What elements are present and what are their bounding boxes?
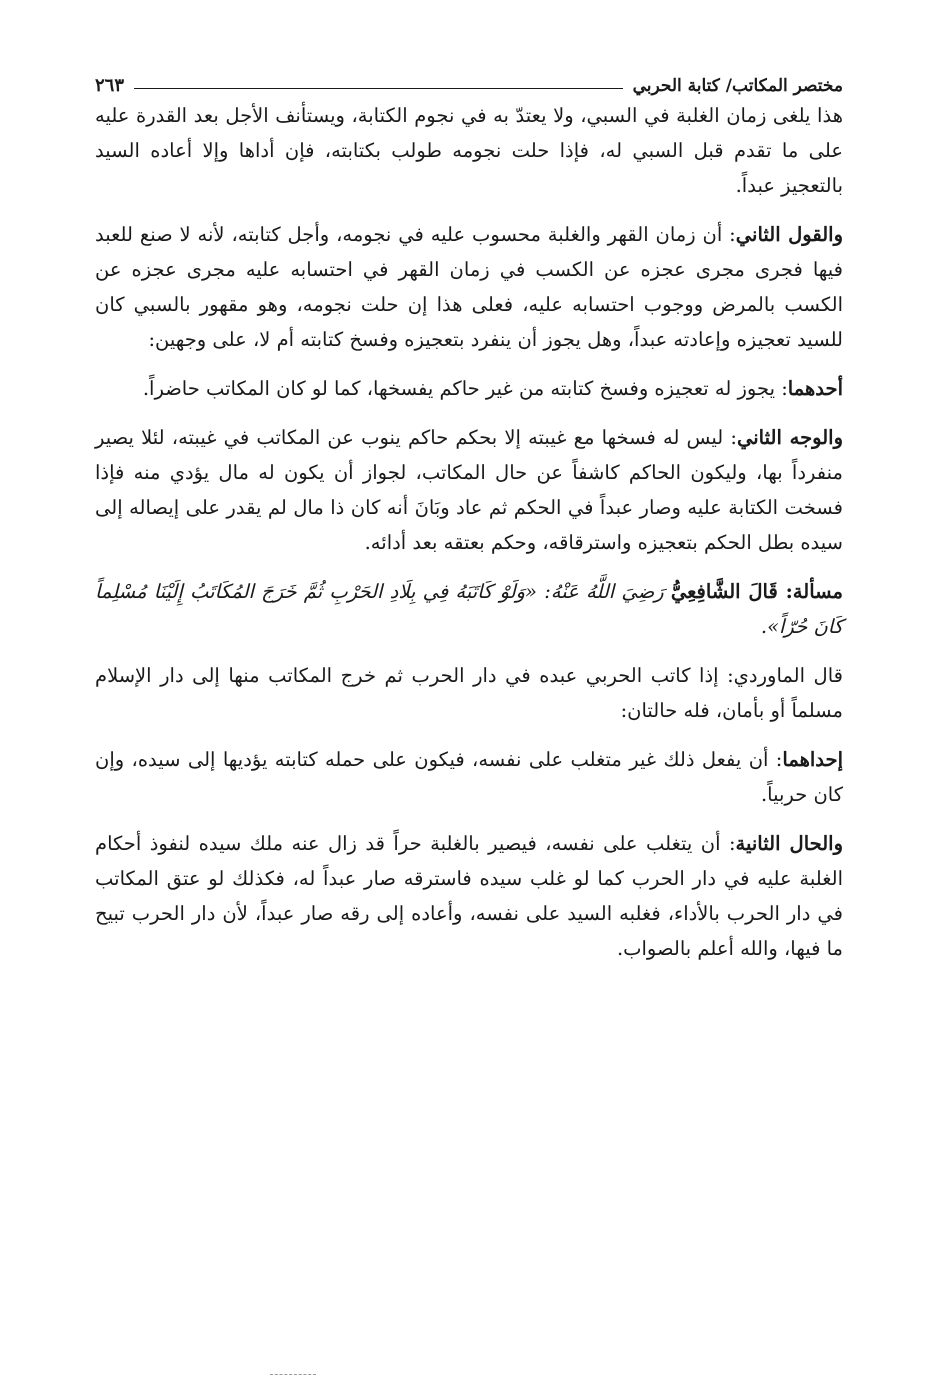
paragraph-lead: مسألة: قَالَ الشَّافِعِيُّ <box>670 580 843 603</box>
paragraph-lead: إحداهما <box>782 748 843 771</box>
page-body <box>95 98 843 966</box>
paragraph-first-view <box>95 371 843 406</box>
paragraph-lead: أحدهما <box>787 377 843 400</box>
paragraph-lead: والوجه الثاني <box>737 426 843 449</box>
paragraph-continuation <box>95 98 843 203</box>
paragraph-second-case <box>95 826 843 966</box>
scan-margin-mark <box>270 1374 316 1375</box>
paragraph-lead: والحال الثانية <box>735 832 843 855</box>
paragraph-lead: والقول الثاني <box>735 223 843 246</box>
paragraph-text: : أن يتغلب على نفسه، فيصير بالغلبة حراً قد زال عنه ملك سيده لنفوذ أحكام الغلبة عليه في دار الحرب كما لو غلب سيده فاسترقه صار عبداً له، فكذلك لو عتق المكاتب في دار الحرب بالأداء، فغلبه السيد على نفسه، وأعاده إلى رقه صار عبداً، لأن دار الحرب تبيح ما فيها، والله أعلم بالصواب. <box>95 832 843 960</box>
paragraph-text: : ليس له فسخها مع غيبته إلا بحكم حاكم ينوب عن المكاتب في غيبته، لئلا يصير منفرداً بها، وليكون الحاكم كاشفاً عن حال المكاتب، لجواز أن يكون له مال يؤدي منه فإذا فسخت الكتابة عليه وصار عبداً في الحكم ثم عاد وبَانَ أنه كان ذا مال لم يقدر على إيصاله إلى سيده بطل الحكم بتعجيزه واسترقاقه، وحكم بعتقه بعد أدائه. <box>95 426 843 554</box>
paragraph-issue-heading <box>95 574 843 644</box>
paragraph-text: : أن زمان القهر والغلبة محسوب عليه في نجومه، وأجل كتابته، لأنه لا صنع للعبد فيها فجرى مجرى عجزه عن الكسب في زمان القهر في احتسابه عليه مجرى عجزه عن الكسب بالمرض ووجوب احتسابه عليه، فعلى هذا إن حلت نجومه، وهو مقهور بالسبي كان للسيد تعجيزه وإعادته عبداً، وهل يجوز أن ينفرد بتعجيزه وفسخ كتابته أم لا، على وجهين: <box>95 223 843 351</box>
paragraph-text: هذا يلغى زمان الغلبة في السبي، ولا يعتدّ به في نجوم الكتابة، ويستأنف الأجل بعد القدرة عليه على ما تقدم قبل السبي له، فإذا حلت نجومه طولب بكتابته، فإن أداها وإلا أعاده السيد بالتعجيز عبداً. <box>95 104 843 197</box>
page-number: ٢٦٣ <box>95 75 125 96</box>
paragraph-text: : أن يفعل ذلك غير متغلب على نفسه، فيكون على حمله كتابته يؤديها إلى سيده، وإن كان حربياً. <box>95 748 843 806</box>
paragraph-first-case <box>95 742 843 812</box>
running-title: مختصر المكاتب/ كتابة الحربي <box>632 76 843 96</box>
paragraph-text: قال الماوردي: إذا كاتب الحربي عبده في دار الحرب ثم خرج المكاتب منها إلى دار الإسلام مسلماً أو بأمان، فله حالتان: <box>95 664 843 722</box>
book-page <box>95 70 843 980</box>
paragraph-text: : يجوز له تعجيزه وفسخ كتابته من غير حاكم يفسخها، كما لو كان المكاتب حاضراً. <box>142 377 788 400</box>
header-rule <box>134 88 623 89</box>
paragraph-second-view <box>95 420 843 560</box>
paragraph-mawardi <box>95 658 843 728</box>
paragraph-quote: رَضِيَ اللَّهُ عَنْهُ: «وَلَوْ كَاتَبَهُ فِي بِلَادِ الحَرْبِ ثُمَّ خَرَجَ المُكَاتَبُ إِلَيْنَا مُسْلِماً كَانَ حُرّاً». <box>95 580 843 638</box>
running-header <box>95 70 843 96</box>
paragraph-second-opinion <box>95 217 843 357</box>
